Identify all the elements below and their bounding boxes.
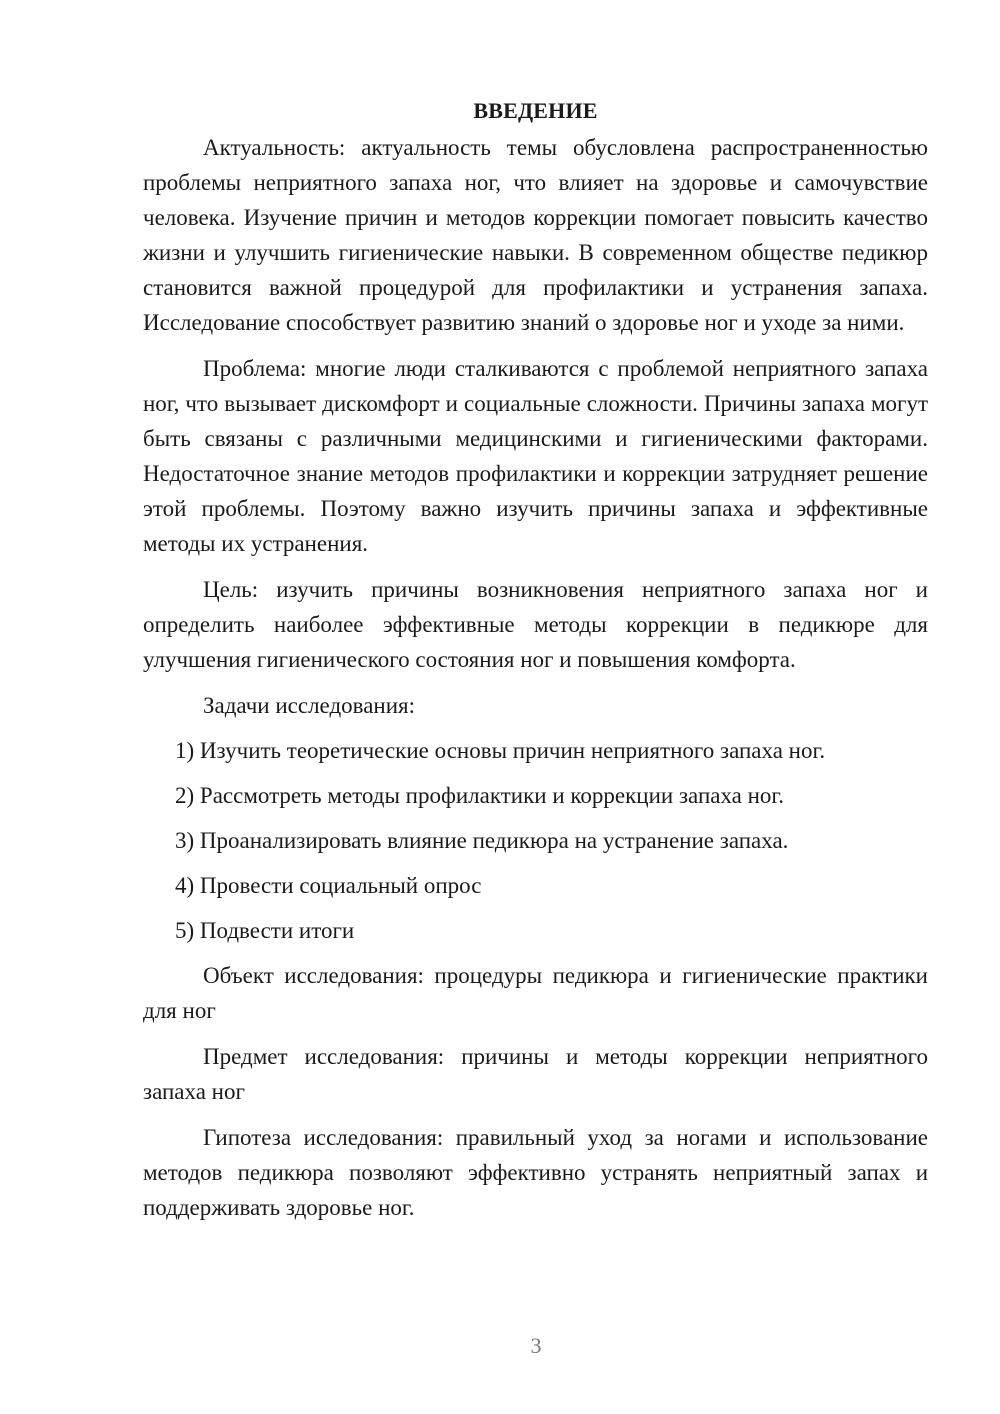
- tasks-heading: Задачи исследования:: [203, 693, 416, 718]
- task-item-5: 5) Подвести итоги: [175, 918, 355, 943]
- paragraph-relevance: Актуальность: актуальность темы обусловлена распространенностью проблемы неприятного запаха ног, что влияет на здоровье и самочувствие человека. Изучение причин и методов коррекции помогает повысить качество жизни и улучшить гигиенические навыки. В современном обществе педикюр становится важной процедурой для профилактики и устранения запаха. Исследование способствует развитию знаний о здоровье ног и уходе за ними.: [143, 135, 928, 335]
- section-heading: ВВЕДЕНИЕ: [473, 98, 598, 123]
- paragraph-goal: Цель: изучить причины возникновения неприятного запаха ног и определить наиболее эффективные методы коррекции в педикюре для улучшения гигиенического состояния ног и повышения комфорта.: [143, 577, 928, 672]
- paragraph-object: Объект исследования: процедуры педикюра и гигиенические практики для ног: [143, 963, 928, 1023]
- task-item-3: 3) Проанализировать влияние педикюра на устранение запаха.: [175, 828, 789, 853]
- paragraph-problem: Проблема: многие люди сталкиваются с проблемой неприятного запаха ног, что вызывает дискомфорт и социальные сложности. Причины запаха могут быть связаны с различными медицинскими и гигиеническими факторами. Недостаточное знание методов профилактики и коррекции затрудняет решение этой проблемы. Поэтому важно изучить причины запаха и эффективные методы их устранения.: [143, 356, 928, 556]
- page-body: [143, 92, 928, 1236]
- paragraph-hypothesis: Гипотеза исследования: правильный уход за ногами и использование методов педикюра позволяют эффективно устранять неприятный запах и поддерживать здоровье ног.: [143, 1125, 928, 1220]
- task-item-2: 2) Рассмотреть методы профилактики и коррекции запаха ног.: [175, 783, 785, 808]
- page-number: 3: [530, 1333, 542, 1358]
- paragraph-subject: Предмет исследования: причины и методы коррекции неприятного запаха ног: [143, 1044, 928, 1104]
- task-item-4: 4) Провести социальный опрос: [175, 873, 482, 898]
- task-item-1: 1) Изучить теоретические основы причин неприятного запаха ног.: [175, 738, 826, 763]
- tasks-list: [143, 733, 928, 948]
